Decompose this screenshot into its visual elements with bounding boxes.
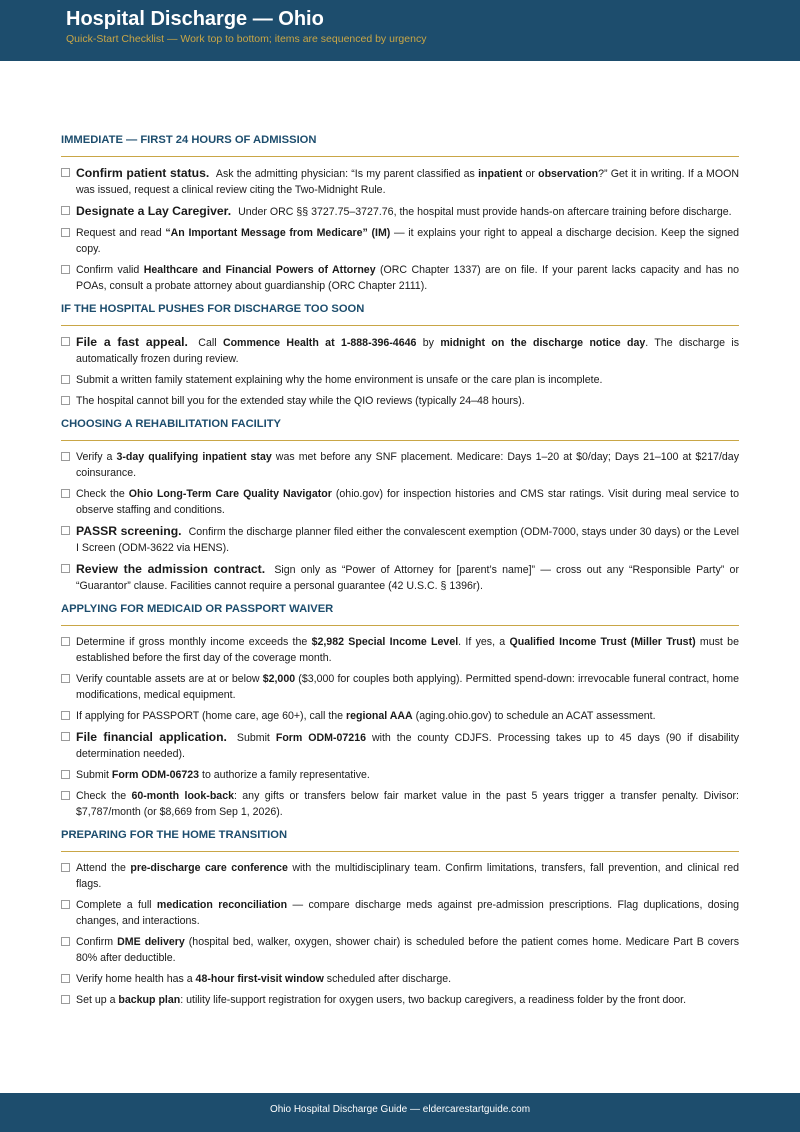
item-text: (ohio.gov) for inspection histories and CMS star ratings. Visit during meal service to observe staffing and conditions. [76, 488, 739, 516]
item-text: Call [191, 337, 223, 349]
checklist-section [61, 417, 739, 594]
checkbox-icon[interactable] [61, 674, 70, 683]
item-text: with the multidisciplinary team. Confirm limitations, transfers, fall prevention, and clinical red flags. [76, 862, 739, 890]
checkbox-icon[interactable] [61, 732, 70, 741]
checklist-item [61, 523, 739, 556]
checkbox-icon[interactable] [61, 863, 70, 872]
item-bold-text: Form ODM-06723 [111, 769, 200, 781]
item-text: must be established before the first day of the coverage month. [76, 636, 739, 664]
checkbox-icon[interactable] [61, 452, 70, 461]
checkbox-icon[interactable] [61, 564, 70, 573]
page-header [0, 0, 800, 61]
checkbox-icon[interactable] [61, 396, 70, 405]
checklist-item [61, 971, 739, 987]
item-text: Request and read [76, 227, 166, 239]
item-text: Confirm the discharge planner filed either the convalescent exemption (ODM-7000, stays under 30 days) or the Level I Screen (ODM-3622 via HENS). [76, 526, 739, 554]
checklist-item [61, 767, 739, 783]
item-bold-text: Qualified Income Trust (Miller Trust) [509, 636, 696, 648]
item-bold-text: inpatient [478, 168, 523, 180]
page-subtitle: Quick-Start Checklist — Work top to bottom; items are sequenced by urgency [66, 33, 427, 45]
checklist-item [61, 262, 739, 294]
item-text: Ask the admitting physician: “Is my parent classified as [213, 168, 479, 180]
item-text: Check the [76, 790, 132, 802]
section-title: APPLYING FOR MEDICAID OR PASSPORT WAIVER [61, 602, 739, 626]
item-text: with the county CDJFS. Processing takes up to 45 days (90 if disability determination needed). [76, 732, 740, 760]
item-text: If applying for PASSPORT (home care, age 60+), call the [76, 710, 346, 722]
item-text: (aging.ohio.gov) to schedule an ACAT assessment. [412, 710, 656, 722]
checklist-item [61, 934, 739, 966]
checklist-item [61, 671, 739, 703]
item-bold-text: $2,000 [262, 673, 296, 685]
checkbox-icon[interactable] [61, 265, 70, 274]
item-text: Confirm [76, 936, 118, 948]
item-text: Attend the [76, 862, 131, 874]
item-lead-text: File a fast appeal. [76, 335, 188, 349]
item-text: was met before any SNF placement. Medicare: Days 1–20 at $0/day; Days 21–100 at $217/day coinsurance. [76, 451, 739, 479]
item-bold-text: 48-hour first-visit window [195, 973, 324, 985]
item-bold-text: 3-day qualifying inpatient stay [116, 451, 272, 463]
checkbox-icon[interactable] [61, 770, 70, 779]
checklist-item [61, 203, 739, 220]
checklist-item [61, 225, 739, 257]
item-bold-text: regional AAA [346, 710, 413, 722]
checklist-item [61, 561, 739, 594]
item-text: Verify a [76, 451, 117, 463]
checklist-item [61, 165, 739, 198]
checkbox-icon[interactable] [61, 791, 70, 800]
checkbox-icon[interactable] [61, 937, 70, 946]
item-text: — compare discharge meds against pre-admission prescriptions. Flag duplications, dosing changes, and interactions. [76, 899, 739, 927]
item-lead-text: Confirm patient status. [76, 166, 210, 180]
item-bold-text: pre-discharge care conference [130, 862, 288, 874]
checklist-section [61, 302, 739, 409]
checklist-item [61, 393, 739, 409]
section-title: IF THE HOSPITAL PUSHES FOR DISCHARGE TOO SOON [61, 302, 739, 326]
checkbox-icon[interactable] [61, 711, 70, 720]
checkbox-icon[interactable] [61, 337, 70, 346]
item-text: Confirm valid [76, 264, 144, 276]
item-text: The hospital cannot bill you for the extended stay while the QIO reviews (typically 24–48 hours). [76, 395, 525, 407]
item-bold-text: Form ODM-07216 [275, 732, 366, 744]
item-bold-text: observation [538, 168, 599, 180]
checkbox-icon[interactable] [61, 228, 70, 237]
item-bold-text: backup plan [118, 994, 181, 1006]
item-text: ($3,000 for couples both applying). Permitted spend-down: irrevocable funeral contract, home modifications, medical equipment. [76, 673, 739, 701]
item-text: . If yes, a [458, 636, 510, 648]
page-title: Hospital Discharge — Ohio [66, 8, 324, 30]
checkbox-icon[interactable] [61, 526, 70, 535]
item-text: (hospital bed, walker, oxygen, shower chair) is scheduled before the patient comes home. Medicare Part B covers 80% after deductible. [76, 936, 740, 964]
checklist-item [61, 860, 739, 892]
item-bold-text: midnight on the discharge notice day [440, 337, 646, 349]
item-text: Set up a [76, 994, 119, 1006]
item-text: : any gifts or transfers below fair market value in the past 5 years trigger a transfer penalty. Divisor: $7,787/month (or $8,669 from Sep 1, 2026). [76, 790, 739, 818]
checklist-item [61, 729, 739, 762]
item-text: Verify countable assets are at or below [76, 673, 263, 685]
checkbox-icon[interactable] [61, 489, 70, 498]
checklist-item [61, 897, 739, 929]
page-footer [0, 1093, 800, 1132]
section-title: PREPARING FOR THE HOME TRANSITION [61, 828, 739, 852]
item-lead-text: File financial application. [76, 730, 227, 744]
item-text: Verify home health has a [76, 973, 196, 985]
item-text: Submit [76, 769, 112, 781]
checkbox-icon[interactable] [61, 375, 70, 384]
checklist-section [61, 602, 739, 820]
item-bold-text: Commence Health at 1-888-396-4646 [222, 337, 417, 349]
checkbox-icon[interactable] [61, 995, 70, 1004]
item-text: ?” Get it in writing. If a MOON was issued, request a clinical review citing the Two-Midnight Rule. [76, 168, 740, 196]
item-lead-text: Review the admission contract. [76, 562, 266, 576]
checklist-item [61, 992, 739, 1008]
item-text: scheduled after discharge. [323, 973, 452, 985]
checkbox-icon[interactable] [61, 637, 70, 646]
item-text: . The discharge is automatically frozen during review. [76, 337, 740, 365]
item-text: by [416, 337, 441, 349]
item-bold-text: “An Important Message from Medicare” (IM) [165, 227, 391, 239]
section-title: CHOOSING A REHABILITATION FACILITY [61, 417, 739, 441]
item-bold-text: Healthcare and Financial Powers of Attorney [143, 264, 376, 276]
item-text: Complete a full [76, 899, 157, 911]
item-text: Submit [230, 732, 276, 744]
checkbox-icon[interactable] [61, 900, 70, 909]
item-lead-text: Designate a Lay Caregiver. [76, 204, 232, 218]
checklist-item [61, 634, 739, 666]
checkbox-icon[interactable] [61, 974, 70, 983]
checklist-item [61, 486, 739, 518]
checklist-section [61, 133, 739, 294]
checkbox-icon[interactable] [61, 206, 70, 215]
checklist-item [61, 372, 739, 388]
checklist-item [61, 449, 739, 481]
item-bold-text: 60-month look-back [131, 790, 234, 802]
item-text: : utility life-support registration for oxygen users, two backup caregivers, a readiness folder by the front door. [180, 994, 687, 1006]
item-lead-text: PASSR screening. [76, 524, 182, 538]
item-text: — it explains your right to appeal a discharge decision. Keep the signed copy. [76, 227, 739, 255]
item-bold-text: DME delivery [117, 936, 185, 948]
checklist-item [61, 708, 739, 724]
checklist-section [61, 828, 739, 1008]
item-bold-text: medication reconciliation [156, 899, 288, 911]
item-text: Check the [76, 488, 129, 500]
item-text: (ORC Chapter 1337) are on file. If your parent lacks capacity and has no POAs, consult a probate attorney about guardianship (ORC Chapter 2111). [76, 264, 739, 292]
checklist-item [61, 788, 739, 820]
section-title: IMMEDIATE — FIRST 24 HOURS OF ADMISSION [61, 133, 739, 157]
item-text: Under ORC §§ 3727.75–3727.76, the hospital must provide hands-on aftercare training before discharge. [235, 206, 732, 218]
item-text: Submit a written family statement explaining why the home environment is unsafe or the care plan is incomplete. [76, 374, 603, 386]
item-text: Determine if gross monthly income exceeds the [76, 636, 312, 648]
checklist-content [61, 133, 739, 1016]
checkbox-icon[interactable] [61, 168, 70, 177]
footer-text: Ohio Hospital Discharge Guide — eldercarestartguide.com [269, 1104, 531, 1115]
item-bold-text: $2,982 Special Income Level [311, 636, 459, 648]
checklist-item [61, 334, 739, 367]
item-text: Sign only as “Power of Attorney for [parent’s name]” — cross out any “Responsible Party” or “Guarantor” clause. Facilities cannot require a personal guarantee (42 U.S.C. § 1396r). [76, 564, 739, 592]
item-text: or [522, 168, 539, 180]
item-text: to authorize a family representative. [199, 769, 370, 781]
item-bold-text: Ohio Long-Term Care Quality Navigator [128, 488, 332, 500]
